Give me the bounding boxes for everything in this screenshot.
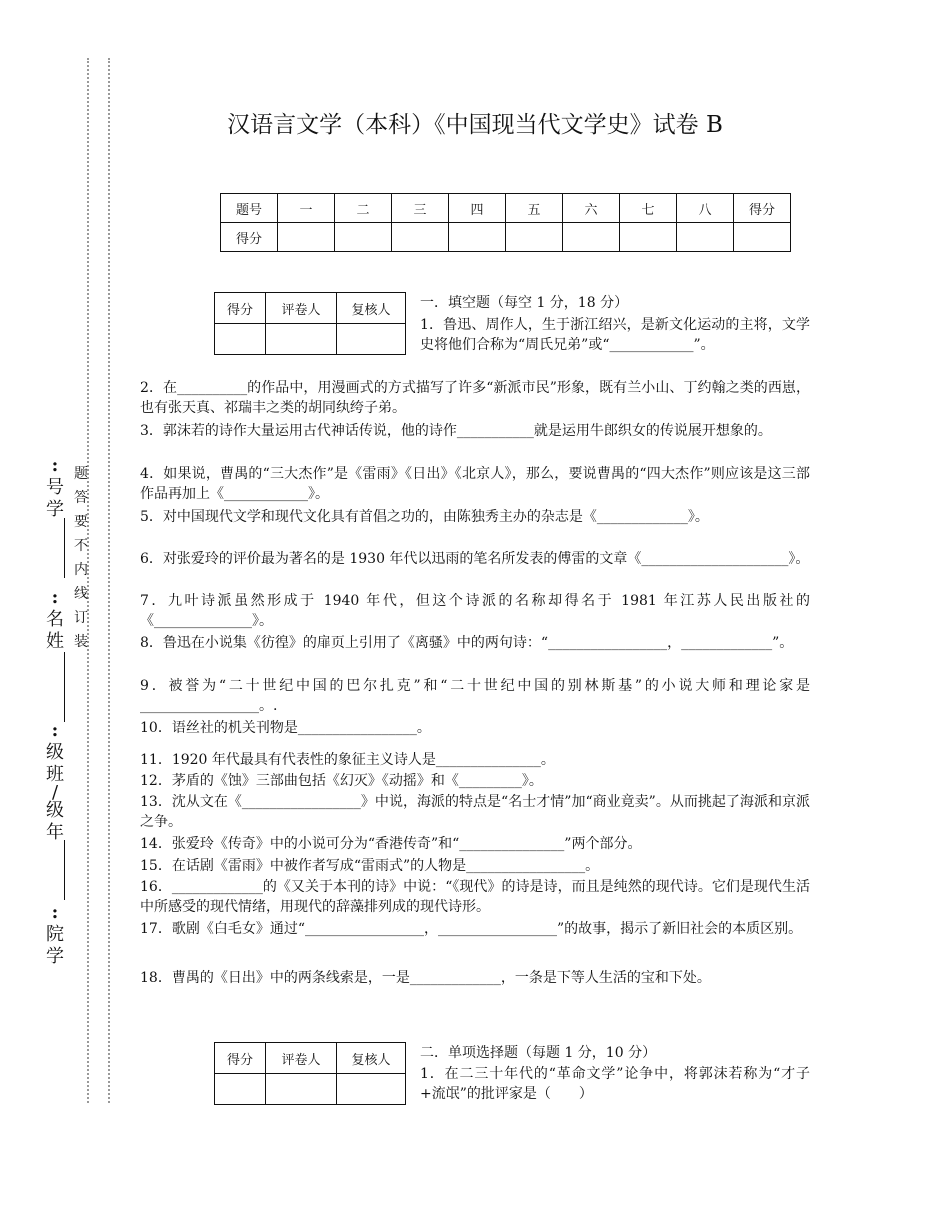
question-11: 11．1920 年代最具有代表性的象征主义诗人是_______________。 bbox=[140, 752, 555, 768]
question-10: 10．语丝社的机关刊物是_________________。 bbox=[140, 720, 431, 736]
score-header-cell: 四 bbox=[449, 194, 506, 223]
margin-label-xuehao: : 号 学 bbox=[46, 455, 64, 520]
question-1: 1．鲁迅、周作人，生于浙江绍兴，是新文化运动的主将，文学史将他们合称为“周氏兄弟”或“____________”。 bbox=[420, 317, 810, 353]
choice-question-1: 1．在二三十年代的“革命文学”论争中，将郭沫若称为“才子+流氓”的批评家是（ ） bbox=[420, 1066, 810, 1102]
question-9: 9．被誉为“二十世纪中国的巴尔扎克”和“二十世纪中国的别林斯基”的小说大师和理论家是_________________。. bbox=[140, 678, 810, 714]
score-header-cell: 题号 bbox=[221, 194, 278, 223]
score-cell[interactable] bbox=[734, 223, 791, 252]
section-1-heading: 一．填空题（每空 1 分，18 分） bbox=[420, 295, 629, 311]
question-2: 2．在__________的作品中，用漫画式的方式描写了许多“新派市民”形象，既有兰小山、丁约翰之类的西崽，也有张天真、祁瑞丰之类的胡同纨绔子弟。 bbox=[140, 380, 810, 416]
question-4: 4．如果说，曹禺的“三大杰作”是《雷雨》《日出》《北京人》，那么，要说曹禺的“四大杰作”则应该是这三部作品再加上《____________》。 bbox=[140, 466, 810, 502]
margin-label-xueyuan: : 院 学 bbox=[46, 902, 64, 967]
score-cell[interactable] bbox=[506, 223, 563, 252]
question-15: 15．在话剧《雷雨》中被作者写成“雷雨式”的人物是_________________。 bbox=[140, 858, 600, 874]
binding-notice: 题 答 要 不 内 线 订 装 bbox=[74, 466, 88, 650]
grader-header-grader: 评卷人 bbox=[266, 1043, 337, 1074]
margin-line-3 bbox=[64, 840, 65, 900]
grader-score-cell[interactable] bbox=[215, 324, 266, 355]
reviewer-signature-cell[interactable] bbox=[337, 1074, 406, 1105]
question-12: 12．茅盾的《蚀》三部曲包括《幻灭》《动摇》和《_________》。 bbox=[140, 773, 543, 789]
grader-header-reviewer: 复核人 bbox=[337, 1043, 406, 1074]
score-cell[interactable] bbox=[335, 223, 392, 252]
score-cell[interactable] bbox=[392, 223, 449, 252]
question-17: 17．歌剧《白毛女》通过“_________________，_________________”的故事，揭示了新旧社会的本质区别。 bbox=[140, 921, 803, 937]
exam-title: 汉语言文学（本科）《中国现当代文学史》试卷 B bbox=[227, 112, 723, 138]
grader-box-section-1 bbox=[214, 292, 406, 355]
margin-line-1 bbox=[64, 518, 65, 578]
question-8: 8．鲁迅在小说集《彷徨》的扉页上引用了《离骚》中的两句诗：“_________________，_____________”。 bbox=[140, 635, 794, 651]
score-table-score-row bbox=[221, 223, 791, 252]
score-header-cell: 八 bbox=[677, 194, 734, 223]
grader-box-section-2 bbox=[214, 1042, 406, 1105]
question-18: 18．曹禺的《日出》中的两条线索是，一是_____________，一条是下等人生活的宝和下处。 bbox=[140, 970, 711, 986]
grader-header-score: 得分 bbox=[215, 1043, 266, 1074]
reviewer-signature-cell[interactable] bbox=[337, 324, 406, 355]
question-6: 6．对张爱玲的评价最为著名的是 1930 年代以迅雨的笔名所发表的傅雷的文章《_____________________》。 bbox=[140, 551, 810, 567]
question-5: 5．对中国现代文学和现代文化具有首倡之功的，由陈独秀主办的杂志是《_____________》。 bbox=[140, 509, 709, 525]
binding-dotted-line-right bbox=[108, 58, 110, 1103]
score-cell[interactable] bbox=[449, 223, 506, 252]
question-13: 13．沈从文在《_________________》中说，海派的特点是“名士才情”加“商业竟卖”。从而挑起了海派和京派之争。 bbox=[140, 794, 810, 830]
margin-line-2 bbox=[64, 652, 65, 722]
section-2-heading: 二．单项选择题（每题 1 分，10 分） bbox=[420, 1045, 657, 1061]
score-cell[interactable] bbox=[278, 223, 335, 252]
grader-header-grader: 评卷人 bbox=[266, 293, 337, 324]
score-cell[interactable] bbox=[620, 223, 677, 252]
question-7: 7．九叶诗派虽然形成于 1940 年代，但这个诗派的名称却得名于 1981 年江苏人民出版社的《______________》。 bbox=[140, 593, 810, 629]
score-row-label: 得分 bbox=[221, 223, 278, 252]
score-header-cell: 七 bbox=[620, 194, 677, 223]
grader-header-reviewer: 复核人 bbox=[337, 293, 406, 324]
margin-label-banji: : 级 班 / 级 年 bbox=[46, 720, 64, 843]
score-table-header-row bbox=[221, 194, 791, 223]
score-cell[interactable] bbox=[563, 223, 620, 252]
score-header-cell: 一 bbox=[278, 194, 335, 223]
score-header-cell: 二 bbox=[335, 194, 392, 223]
question-14: 14．张爱玲《传奇》中的小说可分为“香港传奇”和“_______________”两个部分。 bbox=[140, 836, 642, 852]
score-table bbox=[220, 193, 791, 252]
margin-label-xingming: : 名 姓 bbox=[46, 587, 64, 652]
score-header-cell: 五 bbox=[506, 194, 563, 223]
score-header-cell: 得分 bbox=[734, 194, 791, 223]
question-16: 16．_____________的《又关于本刊的诗》中说：“《现代》的诗是诗，而且是纯然的现代诗。它们是现代生活中所感受的现代情绪，用现代的辞藻排列成的现代诗形。 bbox=[140, 879, 810, 915]
grader-header-score: 得分 bbox=[215, 293, 266, 324]
grader-score-cell[interactable] bbox=[215, 1074, 266, 1105]
score-header-cell: 三 bbox=[392, 194, 449, 223]
grader-signature-cell[interactable] bbox=[266, 1074, 337, 1105]
score-cell[interactable] bbox=[677, 223, 734, 252]
question-3: 3．郭沫若的诗作大量运用古代神话传说，他的诗作___________就是运用牛郎织女的传说展开想象的。 bbox=[140, 423, 772, 439]
grader-signature-cell[interactable] bbox=[266, 324, 337, 355]
score-header-cell: 六 bbox=[563, 194, 620, 223]
